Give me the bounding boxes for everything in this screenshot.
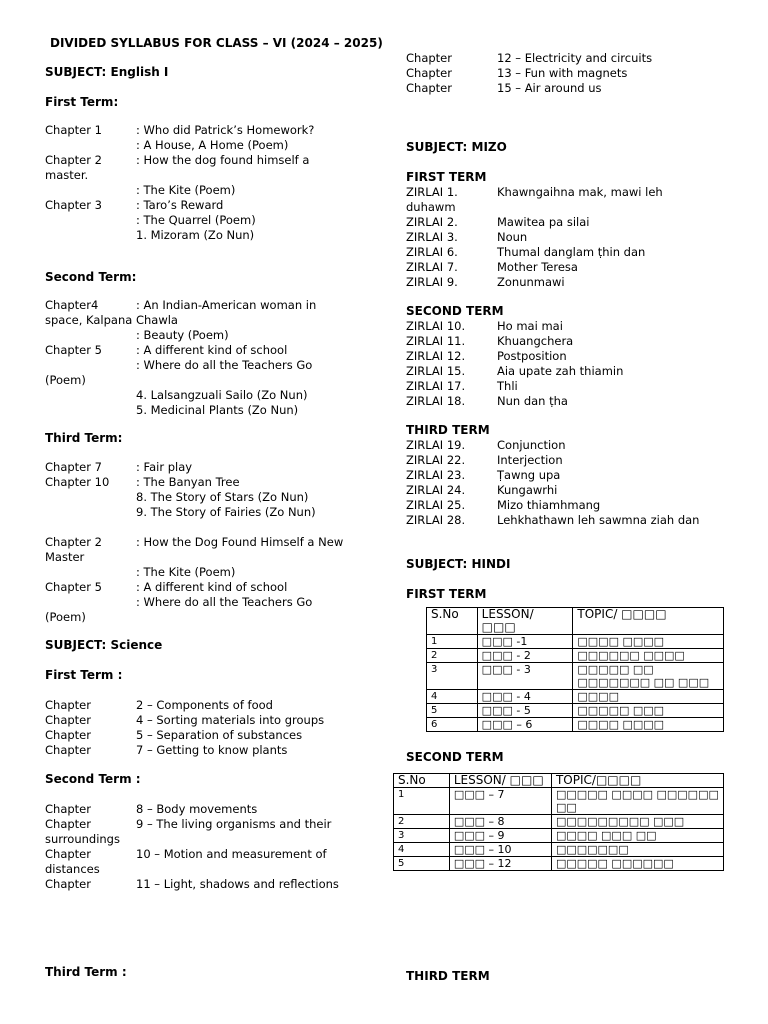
syllabus-line bbox=[45, 862, 375, 877]
topic-cell: □□□□□□□□□ □□□ bbox=[551, 815, 723, 829]
syllabus-line bbox=[45, 610, 375, 625]
syllabus-line bbox=[406, 498, 736, 513]
line-label: ZIRLAI 11. bbox=[406, 334, 466, 348]
syllabus-line bbox=[406, 200, 736, 215]
syllabus-line bbox=[406, 185, 736, 200]
table-row bbox=[427, 663, 724, 690]
syllabus-line bbox=[45, 698, 375, 713]
sno-cell: 3 bbox=[394, 829, 450, 843]
table-row bbox=[427, 690, 724, 704]
line-label: Chapter bbox=[406, 51, 452, 65]
syllabus-line bbox=[406, 513, 736, 528]
line-text: 5 – Separation of substances bbox=[136, 728, 303, 742]
lesson-cell: □□□ – 12 bbox=[449, 857, 551, 871]
line-label: duhawm bbox=[406, 200, 456, 214]
line-text: : A House, A Home (Poem) bbox=[136, 138, 289, 152]
english-first-term-heading: First Term: bbox=[45, 95, 119, 109]
lesson-cell: □□□ – 6 bbox=[477, 718, 573, 732]
line-text: Mizo thiamhmang bbox=[497, 498, 601, 512]
syllabus-line bbox=[45, 802, 375, 817]
syllabus-line bbox=[406, 394, 736, 409]
line-text: : Where do all the Teachers Go bbox=[136, 358, 313, 372]
line-text: 9. The Story of Fairies (Zo Nun) bbox=[136, 505, 316, 519]
english-third-term-heading: Third Term: bbox=[45, 431, 123, 445]
syllabus-line bbox=[45, 713, 375, 728]
table-header-sno-cell: S.No bbox=[394, 774, 450, 788]
topic-cell: □□□□ □□□ □□ bbox=[551, 829, 723, 843]
lesson-cell: □□□ – 9 bbox=[449, 829, 551, 843]
line-label: ZIRLAI 19. bbox=[406, 438, 466, 452]
syllabus-line bbox=[406, 379, 736, 394]
line-label: ZIRLAI 25. bbox=[406, 498, 466, 512]
line-label: distances bbox=[45, 862, 100, 876]
science-subject-heading: SUBJECT: Science bbox=[45, 638, 163, 652]
line-label: Chapter bbox=[406, 81, 452, 95]
english-second-term-heading: Second Term: bbox=[45, 270, 137, 284]
line-text: Thumal danglam ṭhin dan bbox=[497, 245, 646, 259]
line-text: Mawitea pa silai bbox=[497, 215, 590, 229]
line-text: Postposition bbox=[497, 349, 567, 363]
line-text: Noun bbox=[497, 230, 528, 244]
line-text: Mother Teresa bbox=[497, 260, 578, 274]
line-label: Chapter4 bbox=[45, 298, 99, 312]
syllabus-line bbox=[45, 728, 375, 743]
hindi-second-term-heading: SECOND TERM bbox=[406, 750, 504, 764]
syllabus-line bbox=[406, 230, 736, 245]
syllabus-line bbox=[406, 334, 736, 349]
sno-cell: 4 bbox=[427, 690, 478, 704]
line-text: : Fair play bbox=[136, 460, 193, 474]
line-label: ZIRLAI 3. bbox=[406, 230, 458, 244]
line-text: Khawngaihna mak, mawi leh bbox=[497, 185, 663, 199]
line-label: master. bbox=[45, 168, 89, 182]
line-label: Chapter bbox=[45, 713, 91, 727]
table-row bbox=[394, 857, 724, 871]
mizo-third-term-list bbox=[406, 438, 736, 528]
mizo-second-term-list bbox=[406, 319, 736, 409]
hindi-subject-heading: SUBJECT: HINDI bbox=[406, 557, 511, 571]
topic-cell: □□□□□ □□ □□□□□□□ □□ □□□ bbox=[573, 663, 724, 690]
line-label: ZIRLAI 28. bbox=[406, 513, 466, 527]
line-label: Chapter 1 bbox=[45, 123, 102, 137]
line-text: 10 – Motion and measurement of bbox=[136, 847, 327, 861]
line-label: Chapter bbox=[45, 817, 91, 831]
science-second-term-list-b bbox=[406, 51, 736, 96]
syllabus-line bbox=[406, 260, 736, 275]
table-row bbox=[427, 635, 724, 649]
line-text: : How the Dog Found Himself a New bbox=[136, 535, 344, 549]
syllabus-line bbox=[406, 438, 736, 453]
syllabus-line bbox=[406, 483, 736, 498]
sno-cell: 3 bbox=[427, 663, 478, 690]
line-label: Chapter 5 bbox=[45, 343, 102, 357]
syllabus-line bbox=[45, 535, 375, 550]
line-text: Ho mai mai bbox=[497, 319, 563, 333]
lesson-cell: □□□ -1 bbox=[477, 635, 573, 649]
sno-cell: 2 bbox=[394, 815, 450, 829]
line-label: Chapter 2 bbox=[45, 535, 102, 549]
line-text: : Who did Patrick’s Homework? bbox=[136, 123, 315, 137]
line-text: 2 – Components of food bbox=[136, 698, 273, 712]
line-label: Chapter bbox=[45, 743, 91, 757]
syllabus-line bbox=[406, 81, 736, 96]
topic-cell: □□□□□□ □□□□ bbox=[573, 649, 724, 663]
line-label: ZIRLAI 12. bbox=[406, 349, 466, 363]
line-text: : A different kind of school bbox=[136, 580, 288, 594]
line-text: Lehkhathawn leh sawmna ziah dan bbox=[497, 513, 700, 527]
line-label: ZIRLAI 9. bbox=[406, 275, 458, 289]
english-third-term-list bbox=[45, 460, 375, 625]
syllabus-line bbox=[406, 349, 736, 364]
table-header-topic-cell: TOPIC/□□□□ bbox=[551, 774, 723, 788]
line-text: : The Quarrel (Poem) bbox=[136, 213, 256, 227]
syllabus-line bbox=[45, 595, 375, 610]
line-label: (Poem) bbox=[45, 610, 86, 624]
line-label: Chapter bbox=[45, 847, 91, 861]
syllabus-line bbox=[45, 505, 375, 520]
syllabus-line bbox=[45, 168, 375, 183]
sno-cell: 5 bbox=[394, 857, 450, 871]
line-label: ZIRLAI 24. bbox=[406, 483, 466, 497]
lesson-cell: □□□ – 10 bbox=[449, 843, 551, 857]
line-text: Conjunction bbox=[497, 438, 566, 452]
line-label: ZIRLAI 22. bbox=[406, 453, 466, 467]
line-text: 8. The Story of Stars (Zo Nun) bbox=[136, 490, 309, 504]
science-second-term-list-a bbox=[45, 802, 375, 892]
line-label: Chapter 3 bbox=[45, 198, 102, 212]
hindi-second-term-table bbox=[393, 773, 724, 871]
hindi-first-term-heading: FIRST TERM bbox=[406, 587, 487, 601]
sno-cell: 1 bbox=[427, 635, 478, 649]
table-row bbox=[394, 829, 724, 843]
lesson-cell: □□□ - 2 bbox=[477, 649, 573, 663]
lesson-cell: □□□ - 4 bbox=[477, 690, 573, 704]
line-text: 12 – Electricity and circuits bbox=[497, 51, 653, 65]
line-text: : The Kite (Poem) bbox=[136, 183, 236, 197]
mizo-first-term-list bbox=[406, 185, 736, 290]
line-text: : Where do all the Teachers Go bbox=[136, 595, 313, 609]
table-header-row bbox=[427, 608, 724, 635]
line-label: ZIRLAI 17. bbox=[406, 379, 466, 393]
line-text: 5. Medicinal Plants (Zo Nun) bbox=[136, 403, 299, 417]
sno-cell: 1 bbox=[394, 788, 450, 815]
syllabus-line bbox=[45, 228, 375, 243]
syllabus-line bbox=[406, 66, 736, 81]
syllabus-line bbox=[45, 153, 375, 168]
line-label: Chapter 10 bbox=[45, 475, 110, 489]
syllabus-line bbox=[45, 328, 375, 343]
lesson-cell: □□□ – 7 bbox=[449, 788, 551, 815]
syllabus-line bbox=[45, 565, 375, 580]
syllabus-line bbox=[45, 847, 375, 862]
syllabus-line bbox=[45, 313, 375, 328]
line-label: Chapter 5 bbox=[45, 580, 102, 594]
table-row bbox=[427, 704, 724, 718]
syllabus-line bbox=[45, 183, 375, 198]
syllabus-line bbox=[45, 343, 375, 358]
syllabus-line bbox=[45, 403, 375, 418]
syllabus-line bbox=[45, 475, 375, 490]
syllabus-line bbox=[45, 580, 375, 595]
topic-cell: □□□□□ □□□ bbox=[573, 704, 724, 718]
line-text: Aia upate zah thiamin bbox=[497, 364, 624, 378]
table-header-row bbox=[394, 774, 724, 788]
english-subject-heading: SUBJECT: English I bbox=[45, 65, 169, 79]
topic-cell: □□□□□ □□□□ □□□□□□ □□ bbox=[551, 788, 723, 815]
table-row bbox=[394, 843, 724, 857]
syllabus-line bbox=[406, 453, 736, 468]
syllabus-line bbox=[45, 358, 375, 373]
lesson-cell: □□□ - 3 bbox=[477, 663, 573, 690]
table-header-lesson-cell: LESSON/ □□□ bbox=[477, 608, 573, 635]
line-label: ZIRLAI 2. bbox=[406, 215, 458, 229]
syllabus-line bbox=[45, 460, 375, 475]
syllabus-line bbox=[45, 298, 375, 313]
table-row bbox=[394, 815, 724, 829]
line-text: : Beauty (Poem) bbox=[136, 328, 229, 342]
line-text: 4. Lalsangzuali Sailo (Zo Nun) bbox=[136, 388, 308, 402]
line-text: : How the dog found himself a bbox=[136, 153, 310, 167]
table-row bbox=[427, 649, 724, 663]
line-text: 7 – Getting to know plants bbox=[136, 743, 288, 757]
topic-cell: □□□□ □□□□ bbox=[573, 718, 724, 732]
table-header-lesson-cell: LESSON/ □□□ bbox=[449, 774, 551, 788]
syllabus-line bbox=[45, 373, 375, 388]
line-text: : A different kind of school bbox=[136, 343, 288, 357]
sno-cell: 4 bbox=[394, 843, 450, 857]
science-second-term-heading: Second Term : bbox=[45, 772, 141, 786]
line-text: 8 – Body movements bbox=[136, 802, 258, 816]
line-label: Master bbox=[45, 550, 85, 564]
topic-cell: □□□□ □□□□ bbox=[573, 635, 724, 649]
table-header-sno-cell: S.No bbox=[427, 608, 478, 635]
line-label: ZIRLAI 6. bbox=[406, 245, 458, 259]
line-text: Thli bbox=[497, 379, 518, 393]
mizo-third-term-heading: THIRD TERM bbox=[406, 423, 490, 437]
line-label: Chapter bbox=[406, 66, 452, 80]
line-text: 11 – Light, shadows and reflections bbox=[136, 877, 339, 891]
line-text: 9 – The living organisms and their bbox=[136, 817, 332, 831]
syllabus-line bbox=[45, 550, 375, 565]
lesson-cell: □□□ - 5 bbox=[477, 704, 573, 718]
line-label: Chapter bbox=[45, 877, 91, 891]
science-third-term-heading: Third Term : bbox=[45, 965, 127, 979]
syllabus-line bbox=[406, 275, 736, 290]
syllabus-line bbox=[406, 215, 736, 230]
syllabus-line bbox=[406, 51, 736, 66]
line-text: 1. Mizoram (Zo Nun) bbox=[136, 228, 255, 242]
line-label: surroundings bbox=[45, 832, 120, 846]
topic-cell: □□□□□ □□□□□□ bbox=[551, 857, 723, 871]
line-label: Chapter 7 bbox=[45, 460, 102, 474]
syllabus-line bbox=[45, 743, 375, 758]
line-label: Chapter bbox=[45, 728, 91, 742]
line-label: ZIRLAI 18. bbox=[406, 394, 466, 408]
science-first-term-list bbox=[45, 698, 375, 758]
line-text: : Taro’s Reward bbox=[136, 198, 224, 212]
syllabus-line bbox=[45, 123, 375, 138]
table-header-topic-cell: TOPIC/ □□□□ bbox=[573, 608, 724, 635]
syllabus-line bbox=[406, 319, 736, 334]
syllabus-line bbox=[45, 832, 375, 847]
line-label: ZIRLAI 7. bbox=[406, 260, 458, 274]
english-second-term-list bbox=[45, 298, 375, 418]
syllabus-line bbox=[45, 520, 375, 535]
syllabus-line bbox=[45, 490, 375, 505]
syllabus-line bbox=[406, 468, 736, 483]
mizo-subject-heading: SUBJECT: MIZO bbox=[406, 140, 507, 154]
line-text: Nun dan ṭha bbox=[497, 394, 568, 408]
line-text: 4 – Sorting materials into groups bbox=[136, 713, 325, 727]
line-label: Chapter bbox=[45, 802, 91, 816]
syllabus-line bbox=[45, 213, 375, 228]
table-row bbox=[394, 788, 724, 815]
hindi-third-term-heading: THIRD TERM bbox=[406, 969, 490, 983]
sno-cell: 6 bbox=[427, 718, 478, 732]
syllabus-line bbox=[406, 245, 736, 260]
line-text: : An Indian-American woman in bbox=[136, 298, 317, 312]
line-label: ZIRLAI 23. bbox=[406, 468, 466, 482]
line-label: ZIRLAI 15. bbox=[406, 364, 466, 378]
line-text: Khuangchera bbox=[497, 334, 574, 348]
hindi-first-term-table bbox=[426, 607, 724, 732]
sno-cell: 2 bbox=[427, 649, 478, 663]
line-label: Chapter 2 bbox=[45, 153, 102, 167]
line-label: ZIRLAI 1. bbox=[406, 185, 458, 199]
syllabus-line bbox=[45, 198, 375, 213]
syllabus-line bbox=[45, 388, 375, 403]
document-title: DIVIDED SYLLABUS FOR CLASS – VI (2024 – 2025) bbox=[50, 36, 383, 50]
line-text: 15 – Air around us bbox=[497, 81, 602, 95]
line-text: Kungawrhi bbox=[497, 483, 558, 497]
line-text: : The Kite (Poem) bbox=[136, 565, 236, 579]
syllabus-line bbox=[406, 364, 736, 379]
mizo-first-term-heading: FIRST TERM bbox=[406, 170, 487, 184]
lesson-cell: □□□ – 8 bbox=[449, 815, 551, 829]
line-text: Ṭawng upa bbox=[497, 468, 561, 482]
line-text: Zonunmawi bbox=[497, 275, 565, 289]
line-label: space, Kalpana Chawla bbox=[45, 313, 178, 327]
line-label: (Poem) bbox=[45, 373, 86, 387]
mizo-second-term-heading: SECOND TERM bbox=[406, 304, 504, 318]
english-first-term-list bbox=[45, 123, 375, 243]
line-text: Interjection bbox=[497, 453, 563, 467]
syllabus-line bbox=[45, 817, 375, 832]
syllabus-line bbox=[45, 877, 375, 892]
topic-cell: □□□□ bbox=[573, 690, 724, 704]
line-label: ZIRLAI 10. bbox=[406, 319, 466, 333]
syllabus-line bbox=[45, 138, 375, 153]
line-text: : The Banyan Tree bbox=[136, 475, 240, 489]
table-row bbox=[427, 718, 724, 732]
line-label: Chapter bbox=[45, 698, 91, 712]
science-first-term-heading: First Term : bbox=[45, 668, 123, 682]
topic-cell: □□□□□□□ bbox=[551, 843, 723, 857]
line-text: 13 – Fun with magnets bbox=[497, 66, 628, 80]
sno-cell: 5 bbox=[427, 704, 478, 718]
